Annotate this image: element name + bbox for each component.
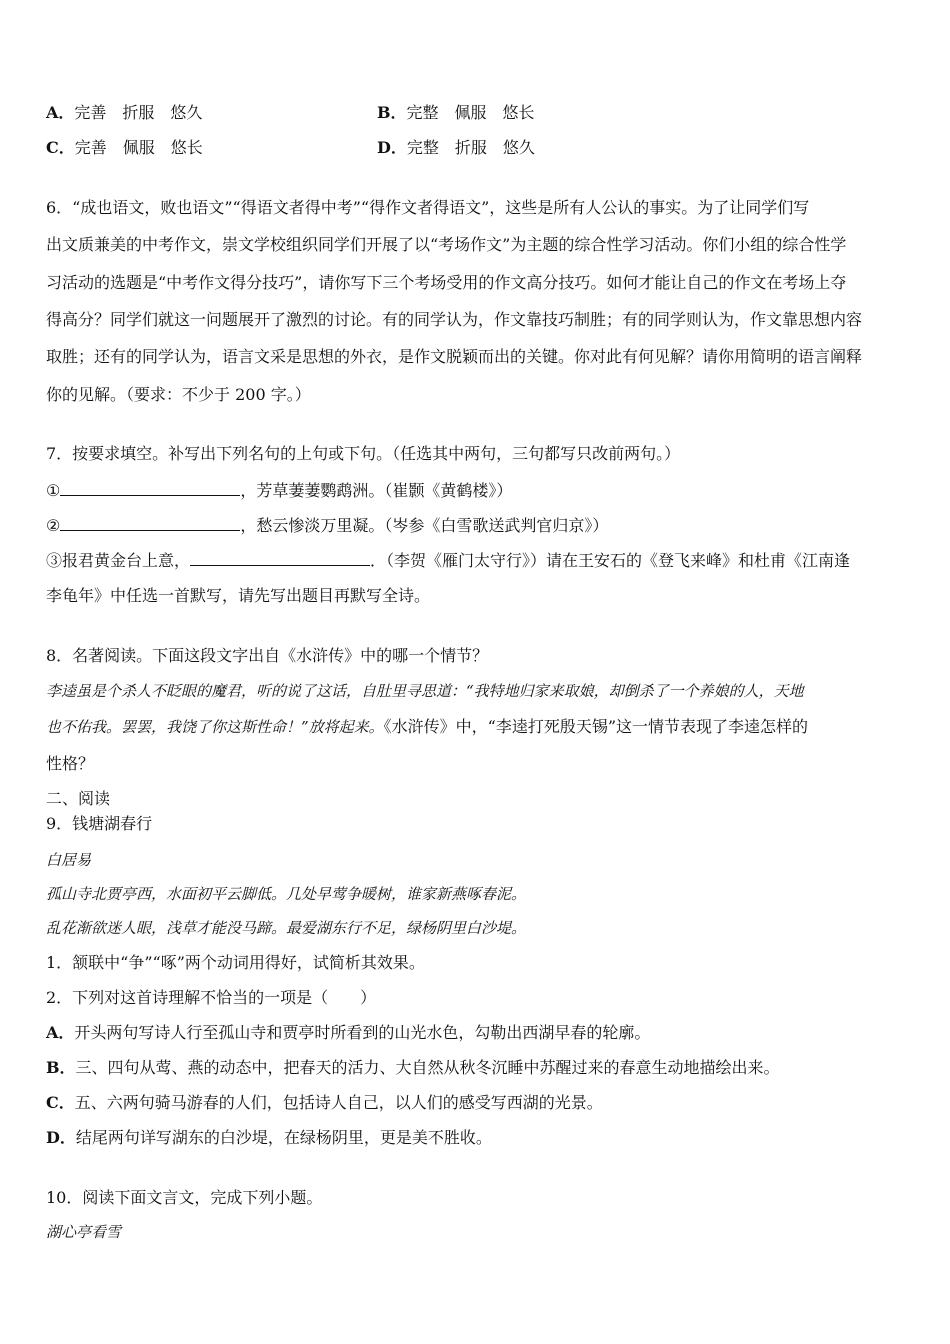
q8-quote-line	[46, 717, 808, 737]
option-label: B．	[377, 103, 407, 122]
option-label: C．	[46, 138, 75, 157]
q8-intro: 8．名著阅读。下面这段文字出自《水浒传》中的哪一个情节？	[46, 646, 489, 665]
option-text: 完整 折服 悠久	[406, 138, 535, 157]
choice-d	[46, 1128, 492, 1148]
question-text: 《水浒传》中，“李逵打死殷天锡”这一情节表现了李逵怎样的	[383, 717, 809, 736]
q7-item-2	[46, 514, 608, 536]
q9-sub-1: 1．颔联中“争”“啄”两个动词用得好，试简析其效果。	[46, 953, 425, 972]
choice-label: C．	[46, 1093, 75, 1112]
choice-text: 开头两句写诗人行至孤山寺和贾亭时所看到的山光水色，勾勒出西湖早春的轮廓。	[74, 1023, 651, 1042]
q6-line: 取胜；还有的同学认为，语言文采是思想的外衣，是作文脱颖而出的关键。你对此有何见解？请你用简明的语言阐释	[46, 347, 863, 366]
option-text: 完善 佩服 悠长	[74, 138, 203, 157]
poem-line: 乱花渐欲迷人眼，浅草才能没马蹄。最爱湖东行不足，绿杨阴里白沙堤。	[46, 919, 527, 937]
q6-line: 出文质兼美的中考作文，崇文学校组织同学们开展了以“考场作文”为主题的综合性学习活动。你们小组的综合性学	[46, 235, 847, 254]
item-number: ②	[46, 516, 61, 535]
q7-item-1	[46, 479, 512, 501]
choice-label: D．	[46, 1128, 76, 1147]
section-title: 二、阅读	[46, 789, 111, 808]
poem-line: 孤山寺北贾亭西，水面初平云脚低。几处早莺争暖树，谁家新燕啄春泥。	[46, 885, 527, 903]
option-text: 完整 佩服 悠长	[406, 103, 535, 122]
q8-line: 性格？	[46, 754, 95, 773]
q5-option-c	[46, 138, 203, 158]
q8-quote-line: 李逵虽是个杀人不眨眼的魔君，听的说了这话，自肚里寻思道：“我特地归家来取娘，却倒杀了一个养娘的人，天地	[46, 682, 804, 700]
q7-item-3	[46, 549, 850, 571]
q10-intro: 10．阅读下面文言文，完成下列小题。	[46, 1188, 323, 1207]
item-text: ③报君黄金台上意，	[46, 551, 191, 570]
option-label: D．	[377, 138, 407, 157]
choice-text: 三、四句从莺、燕的动态中，把春天的活力、大自然从秋冬沉睡中苏醒过来的春意生动地描绘出来。	[75, 1058, 780, 1077]
choice-label: B．	[46, 1058, 76, 1077]
fill-blank[interactable]	[190, 549, 370, 566]
q5-option-b	[377, 103, 535, 123]
q6-line: 6．“成也语文，败也语文”“得语文者得中考”“得作文者得语文”，这些是所有人公认的事实。为了让同学们写	[46, 198, 810, 217]
q5-option-a	[46, 103, 202, 123]
item-text: ，芳草萋萋鹦鹉洲。（崔颢《黄鹤楼》）	[240, 481, 513, 500]
option-label: A．	[46, 103, 75, 122]
option-text: 完善 折服 悠久	[74, 103, 203, 122]
q6-line: 得高分？同学们就这一问题展开了激烈的讨论。有的同学认为，作文靠技巧制胜；有的同学则认为，作文靠思想内容	[46, 310, 863, 329]
q7-intro: 7．按要求填空。补写出下列名句的上句或下句。（任选其中两句，三句都写只改前两句。）	[46, 444, 681, 463]
q9-sub-2: 2．下列对这首诗理解不恰当的一项是（ ）	[46, 988, 377, 1007]
q6-line: 习活动的选题是“中考作文得分技巧”，请你写下三个考场受用的作文高分技巧。如何才能让自己的作文在考场上夺	[46, 273, 847, 292]
q5-option-d	[377, 138, 535, 158]
choice-b	[46, 1058, 780, 1078]
choice-a	[46, 1023, 650, 1043]
item-text: ．（李贺《雁门太守行》）请在王安石的《登飞来峰》和杜甫《江南逢	[370, 551, 851, 570]
quote-text: 也不佑我。罢罢，我饶了你这斯性命！”放将起来。	[46, 718, 384, 736]
choice-label: A．	[46, 1023, 75, 1042]
q10-title: 湖心亭看雪	[46, 1223, 122, 1241]
fill-blank[interactable]	[60, 479, 240, 496]
q6-line: 你的见解。（要求：不少于 200 字。）	[46, 385, 311, 404]
fill-blank[interactable]	[60, 514, 240, 531]
choice-text: 结尾两句详写湖东的白沙堤，在绿杨阴里，更是美不胜收。	[75, 1128, 492, 1147]
choice-c	[46, 1093, 603, 1113]
poem-author: 白居易	[46, 851, 92, 869]
q9-title: 9．钱塘湖春行	[46, 814, 153, 833]
item-number: ①	[46, 481, 61, 500]
item-text: ，愁云惨淡万里凝。（岑参《白雪歌送武判官归京》）	[240, 516, 609, 535]
choice-text: 五、六两句骑马游春的人们，包括诗人自己，以人们的感受写西湖的光景。	[74, 1093, 603, 1112]
q7-item-3-continued: 李龟年》中任选一首默写，请先写出题目再默写全诗。	[46, 586, 431, 605]
